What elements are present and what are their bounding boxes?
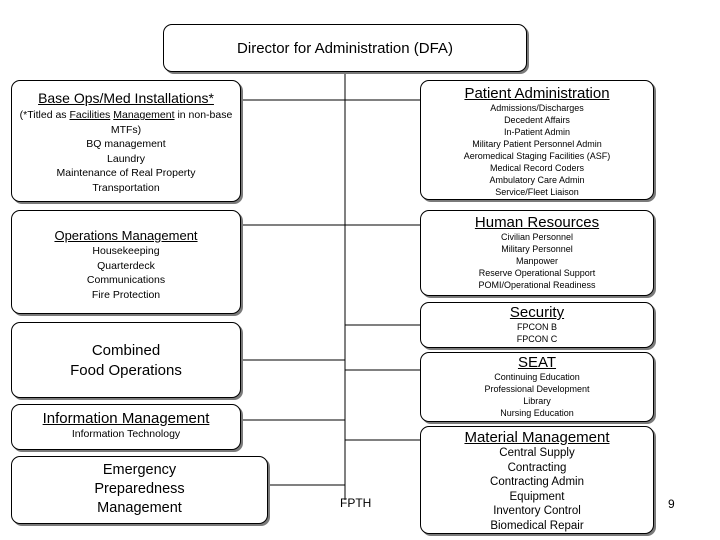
list-item: Quarterdeck xyxy=(97,259,155,272)
patient-administration-title: Patient Administration xyxy=(464,85,610,102)
combined-food-line-2: Food Operations xyxy=(70,362,182,379)
emergency-line-3: Management xyxy=(97,500,182,516)
base-ops-box xyxy=(11,80,241,202)
list-item: POMI/Operational Readiness xyxy=(478,280,596,290)
seat-title: SEAT xyxy=(517,354,557,371)
security-box xyxy=(420,302,654,348)
emergency-preparedness-title xyxy=(12,461,267,518)
list-item: Medical Record Coders xyxy=(489,163,585,173)
material-management-title: Material Management xyxy=(464,429,610,446)
security-title: Security xyxy=(509,304,565,321)
human-resources-box xyxy=(420,210,654,296)
list-item: Library xyxy=(523,396,551,406)
list-item: FPCON C xyxy=(516,334,558,344)
list-item: In-Patient Admin xyxy=(503,127,571,137)
note-part: (*Titled as xyxy=(19,109,70,121)
base-ops-title xyxy=(12,90,240,106)
security-items xyxy=(421,321,653,345)
note-part-management: Management xyxy=(113,109,175,121)
note-part-facilities: Facilities xyxy=(69,109,111,121)
combined-food-title xyxy=(12,341,240,381)
combined-food-line-1: Combined xyxy=(91,342,161,359)
patient-administration-items xyxy=(421,102,653,198)
operations-management-title: Operations Management xyxy=(54,228,198,243)
information-management-title: Information Management xyxy=(42,410,210,427)
list-item: Central Supply xyxy=(499,447,575,459)
list-item: Nursing Education xyxy=(500,408,574,418)
list-item: Reserve Operational Support xyxy=(478,268,596,278)
human-resources-items xyxy=(421,231,653,291)
emergency-preparedness-box xyxy=(11,456,268,524)
base-ops-items xyxy=(12,137,240,195)
human-resources-title: Human Resources xyxy=(474,214,600,231)
list-item: Decedent Affairs xyxy=(504,115,570,125)
list-item: Admissions/Discharges xyxy=(490,103,584,113)
list-item: Military Personnel xyxy=(501,244,573,254)
list-item: Fire Protection xyxy=(91,288,161,301)
list-item: Inventory Control xyxy=(493,505,581,518)
seat-items xyxy=(421,371,653,419)
base-ops-title-text: Base Ops/Med Installations* xyxy=(38,90,214,106)
director-box xyxy=(163,24,527,72)
list-item: BQ management xyxy=(86,138,166,150)
list-item: FPCON B xyxy=(516,322,557,332)
list-item: Ambulatory Care Admin xyxy=(489,175,585,185)
base-ops-note xyxy=(12,108,240,137)
list-item: Contracting xyxy=(507,461,567,474)
list-item: Housekeeping xyxy=(92,245,160,257)
seat-box xyxy=(420,352,654,422)
note-part-end: in non-base MTFs) xyxy=(110,109,233,136)
list-item: Laundry xyxy=(107,152,145,165)
list-item: Transportation xyxy=(92,181,160,194)
material-management-items xyxy=(421,446,653,534)
list-item: Professional Development xyxy=(484,384,590,394)
emergency-line-2: Preparedness xyxy=(94,481,185,497)
list-item: Continuing Education xyxy=(494,372,580,382)
emergency-line-1: Emergency xyxy=(102,462,177,478)
material-management-box xyxy=(420,426,654,534)
operations-management-box xyxy=(11,210,241,314)
patient-administration-box xyxy=(420,80,654,200)
list-item: Contracting Admin xyxy=(490,476,584,489)
director-title: Director for Administration (DFA) xyxy=(237,40,453,57)
information-technology-item: Information Technology xyxy=(71,428,181,440)
list-item: Manpower xyxy=(515,256,559,266)
page-number: 9 xyxy=(668,497,675,511)
combined-food-box xyxy=(11,322,241,398)
list-item: Communications xyxy=(86,274,166,286)
fpth-label: FPTH xyxy=(340,496,372,510)
list-item: Aeromedical Staging Facilities (ASF) xyxy=(463,151,611,161)
operations-management-items xyxy=(12,244,240,302)
list-item: Equipment xyxy=(509,490,565,503)
list-item: Biomedical Repair xyxy=(490,519,584,532)
list-item: Service/Fleet Liaison xyxy=(495,187,579,197)
list-item: Maintenance of Real Property xyxy=(56,167,196,179)
list-item: Civilian Personnel xyxy=(500,232,574,242)
information-management-box xyxy=(11,404,241,450)
list-item: Military Patient Personnel Admin xyxy=(472,139,602,149)
